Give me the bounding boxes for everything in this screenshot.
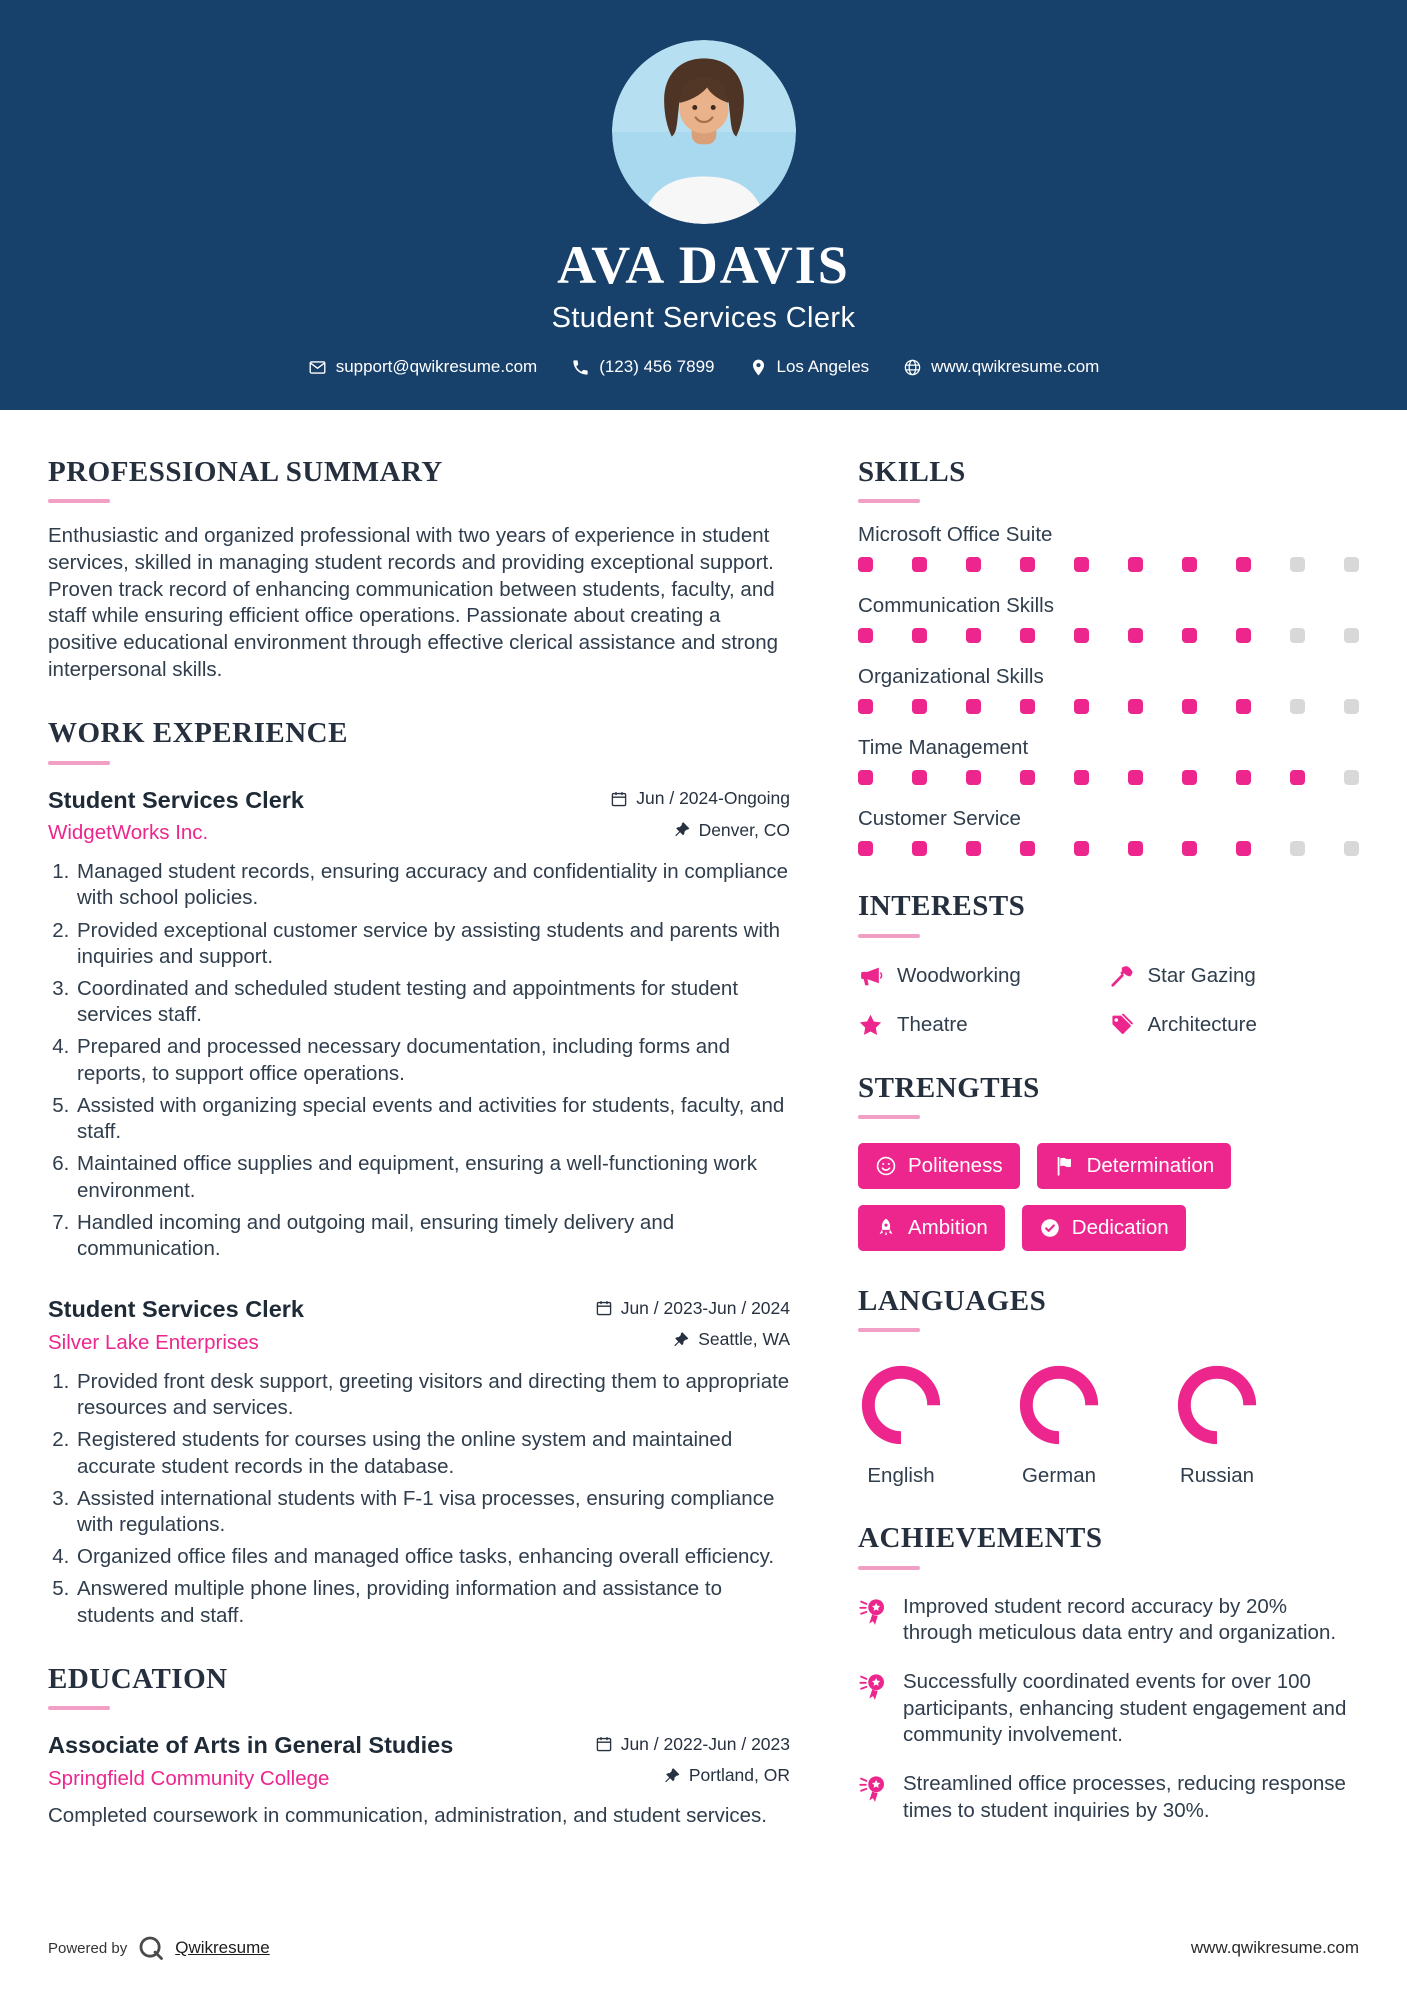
job-date (610, 788, 790, 809)
skill-dot-empty (1344, 628, 1359, 643)
heading-rule (48, 761, 110, 765)
strength-label: Determination (1086, 1154, 1215, 1178)
skill-dot-filled (1182, 557, 1197, 572)
job-title: Student Services Clerk (48, 786, 304, 813)
skill-dot-filled (1182, 628, 1197, 643)
skill-dot-filled (966, 628, 981, 643)
strength-badge (1022, 1205, 1186, 1251)
skill-name: Organizational Skills (858, 665, 1044, 689)
education-entry (48, 1732, 790, 1829)
axe-icon (1109, 964, 1134, 989)
skill-dot-filled (966, 557, 981, 572)
job-title: Student Services Clerk (48, 1296, 304, 1323)
interest-item (1109, 1013, 1360, 1038)
job-bullet: 1. Managed student records, ensuring accuracy and confidentiality in compliance with school policies. (75, 859, 790, 911)
skill-dot-filled (1236, 699, 1251, 714)
footer-website: www.qwikresume.com (1190, 1938, 1359, 1957)
job-company: WidgetWorks Inc. (48, 821, 209, 845)
interest-item (858, 1013, 1109, 1038)
skill-dot-empty (1344, 770, 1359, 785)
header (0, 0, 1407, 410)
skill-name: Communication Skills (858, 594, 1054, 618)
skill-dot-filled (1290, 770, 1305, 785)
contact-text: support@qwikresume.com (335, 357, 538, 377)
strength-label: Dedication (1071, 1216, 1169, 1240)
skill-dot-filled (858, 699, 873, 714)
skill-dot-filled (1236, 628, 1251, 643)
achievement-text: Improved student record accuracy by 20% through meticulous data entry and organization. (903, 1594, 1337, 1645)
job-bullet: 4. Organized office files and managed office tasks, enhancing overall efficiency. (75, 1544, 790, 1570)
rocket-icon (875, 1217, 897, 1239)
skill-dot-filled (1074, 557, 1089, 572)
education-date-text: Jun / 2022-Jun / 2023 (620, 1733, 790, 1754)
language-gauge (1016, 1362, 1102, 1448)
candidate-name: AVA DAVIS (557, 235, 850, 295)
section-summary (48, 456, 790, 683)
phone-icon (571, 358, 590, 377)
footer (48, 1934, 1359, 1962)
skill-level (858, 841, 1359, 856)
skill-dot-filled (1074, 841, 1089, 856)
section-education (48, 1663, 790, 1829)
skill-dot-filled (1128, 841, 1143, 856)
skill-dot-empty (1344, 699, 1359, 714)
skill-dot-filled (966, 699, 981, 714)
strength-label: Politeness (908, 1154, 1003, 1178)
heading-rule (858, 1566, 920, 1570)
heading-rule (858, 499, 920, 503)
skill-dot-filled (1182, 699, 1197, 714)
pushpin-icon (672, 1331, 690, 1349)
achievement-item (858, 1771, 1359, 1824)
job-entry (48, 1296, 790, 1629)
skill-dot-filled (1128, 557, 1143, 572)
skill-dot-filled (1182, 770, 1197, 785)
skill-dot-filled (966, 841, 981, 856)
language-label: English (867, 1464, 935, 1488)
heading-rule (858, 1115, 920, 1119)
award-icon (858, 1773, 888, 1803)
envelope-icon (308, 358, 327, 377)
job-bullet: 5. Assisted with organizing special events and activities for students, faculty, and staff. (75, 1093, 790, 1145)
skill-list (858, 523, 1359, 856)
summary-text: Enthusiastic and organized professional with two years of experience in student services, skilled in managing student records and providing exceptional support. Proven track record of enhancing communication between students, faculty, and staff while ensuring efficient office operations. Passionate about creating a positive educational environment through effective clerical assistance and strong interpersonal skills. (48, 524, 779, 681)
powered-by (48, 1934, 270, 1962)
achievement-text: Successfully coordinated events for over 100 participants, enhancing student engagement and community involvement. (903, 1670, 1347, 1747)
skill-dot-empty (1290, 699, 1305, 714)
skill-name: Customer Service (858, 807, 1021, 831)
job-date-text: Jun / 2023-Jun / 2024 (620, 1297, 790, 1318)
job-bullet: 7. Handled incoming and outgoing mail, ensuring timely delivery and communication. (75, 1210, 790, 1262)
skill-dot-filled (1020, 557, 1035, 572)
education-heading: EDUCATION (48, 1662, 228, 1695)
contact-text: Los Angeles (776, 357, 870, 377)
interest-item (1109, 964, 1360, 989)
profile-photo-image (612, 40, 796, 224)
languages-heading: LANGUAGES (858, 1285, 1047, 1318)
language-item (1174, 1362, 1260, 1488)
interest-item (858, 964, 1109, 989)
skill-row (858, 807, 1359, 856)
skill-dot-filled (1182, 841, 1197, 856)
achievements-heading: ACHIEVEMENTS (858, 1522, 1103, 1555)
job-entry (48, 787, 790, 1263)
interests-heading: INTERESTS (858, 890, 1026, 923)
section-experience (48, 717, 790, 1629)
contact-text: (123) 456 7899 (599, 357, 715, 377)
powered-by-label: Powered by (48, 1939, 128, 1957)
skill-dot-filled (912, 557, 927, 572)
job-bullet: 1. Provided front desk support, greeting visitors and directing them to appropriate resources and services. (75, 1369, 790, 1421)
pushpin-icon (663, 1767, 681, 1785)
skill-dot-filled (1128, 770, 1143, 785)
job-date (595, 1298, 790, 1319)
skill-dot-filled (1074, 770, 1089, 785)
section-achievements (858, 1522, 1359, 1824)
language-gauge (1174, 1362, 1260, 1448)
contact-envelope[interactable] (308, 357, 538, 377)
tags-icon (1109, 1013, 1134, 1038)
interest-label: Woodworking (897, 964, 1021, 988)
star-icon (858, 1013, 883, 1038)
skill-level (858, 699, 1359, 714)
strength-badge (1037, 1143, 1232, 1189)
skill-row (858, 594, 1359, 643)
strengths-heading: STRENGTHS (858, 1071, 1040, 1104)
skill-dot-filled (1128, 628, 1143, 643)
interest-label: Star Gazing (1147, 964, 1256, 988)
skill-dot-empty (1290, 628, 1305, 643)
language-list (858, 1362, 1359, 1488)
left-column (48, 456, 790, 1863)
achievement-item (858, 1594, 1359, 1647)
flag-icon (1054, 1155, 1076, 1177)
skill-row (858, 665, 1359, 714)
section-strengths (858, 1072, 1359, 1251)
skill-dot-filled (912, 770, 927, 785)
section-skills (858, 456, 1359, 856)
skill-dot-empty (1290, 841, 1305, 856)
job-bullet: 5. Answered multiple phone lines, providing information and assistance to students and staff. (75, 1576, 790, 1628)
job-bullet: 2. Provided exceptional customer service by assisting students and parents with inquiries and support. (75, 918, 790, 970)
job-bullets (48, 859, 790, 1262)
skills-heading: SKILLS (858, 456, 966, 488)
award-icon (858, 1671, 888, 1701)
job-bullet: 6. Maintained office supplies and equipment, ensuring a well-functioning work environment. (75, 1151, 790, 1203)
job-bullets (48, 1369, 790, 1629)
contact-globe[interactable] (903, 357, 1099, 377)
language-item (1016, 1362, 1102, 1488)
skill-dot-filled (858, 770, 873, 785)
strength-badge (858, 1143, 1020, 1189)
profile-photo (612, 40, 796, 224)
skill-dot-filled (1128, 699, 1143, 714)
education-date (595, 1734, 790, 1755)
resume-body (0, 410, 1407, 1863)
skill-dot-filled (858, 841, 873, 856)
skill-dot-filled (1020, 841, 1035, 856)
skill-dot-filled (858, 557, 873, 572)
skill-dot-filled (1074, 699, 1089, 714)
experience-heading: WORK EXPERIENCE (48, 717, 348, 750)
achievement-list (858, 1594, 1359, 1824)
skill-dot-filled (912, 699, 927, 714)
section-interests (858, 890, 1359, 1037)
strength-list (858, 1143, 1359, 1251)
summary-heading: PROFESSIONAL SUMMARY (48, 456, 443, 488)
language-item (858, 1362, 944, 1488)
job-list (48, 787, 790, 1629)
job-date-text: Jun / 2024-Ongoing (636, 788, 790, 809)
achievement-item (858, 1669, 1359, 1749)
skill-row (858, 736, 1359, 785)
language-label: Russian (1179, 1464, 1255, 1488)
skill-row (858, 523, 1359, 572)
skill-dot-filled (966, 770, 981, 785)
strength-label: Ambition (908, 1216, 988, 1240)
language-gauge (858, 1362, 944, 1448)
calendar-icon (595, 1735, 613, 1753)
check-circle-icon (1039, 1217, 1061, 1239)
globe-icon (903, 358, 922, 377)
heading-rule (858, 934, 920, 938)
education-degree: Associate of Arts in General Studies (48, 1732, 454, 1759)
interest-list (858, 964, 1359, 1038)
skill-dot-filled (1236, 770, 1251, 785)
job-location (672, 1329, 790, 1350)
language-label: German (1021, 1464, 1097, 1488)
contact-text: www.qwikresume.com (931, 357, 1100, 377)
skill-dot-filled (1236, 557, 1251, 572)
skill-level (858, 770, 1359, 785)
education-location (663, 1765, 790, 1786)
job-bullet: 2. Registered students for courses using the online system and maintained accurate student records in the database. (75, 1427, 790, 1479)
skill-dot-empty (1344, 557, 1359, 572)
contact-phone[interactable] (571, 357, 714, 377)
skill-dot-empty (1344, 841, 1359, 856)
pushpin-icon (673, 821, 691, 839)
heading-rule (858, 1328, 920, 1332)
skill-dot-filled (1020, 628, 1035, 643)
skill-dot-filled (1020, 699, 1035, 714)
job-bullet: 4. Prepared and processed necessary documentation, including forms and reports, to support office operations. (75, 1034, 790, 1086)
right-column (858, 456, 1359, 1863)
skill-dot-filled (1074, 628, 1089, 643)
job-company: Silver Lake Enterprises (48, 1330, 259, 1354)
qwikresume-logo-icon (137, 1934, 165, 1962)
job-location (673, 820, 790, 841)
skill-level (858, 557, 1359, 572)
heading-rule (48, 499, 110, 503)
skill-dot-filled (858, 628, 873, 643)
calendar-icon (595, 1299, 613, 1317)
job-location-text: Denver, CO (698, 819, 790, 840)
job-bullet: 3. Assisted international students with F-1 visa processes, ensuring compliance with regulations. (75, 1486, 790, 1538)
skill-dot-filled (912, 841, 927, 856)
contact-map-pin (749, 357, 870, 377)
interest-label: Theatre (897, 1013, 968, 1037)
candidate-title: Student Services Clerk (551, 302, 856, 335)
qwikresume-link[interactable]: Qwikresume (175, 1938, 270, 1957)
megaphone-icon (858, 964, 883, 989)
skill-dot-empty (1290, 557, 1305, 572)
education-school: Springfield Community College (48, 1766, 330, 1790)
section-languages (858, 1285, 1359, 1488)
contact-bar (308, 357, 1100, 377)
heading-rule (48, 1706, 110, 1710)
education-location-text: Portland, OR (688, 1765, 790, 1786)
job-bullet: 3. Coordinated and scheduled student testing and appointments for student services staff. (75, 976, 790, 1028)
skill-level (858, 628, 1359, 643)
achievement-text: Streamlined office processes, reducing response times to student inquiries by 30%. (903, 1771, 1346, 1822)
interest-label: Architecture (1147, 1013, 1257, 1037)
job-location-text: Seattle, WA (698, 1329, 790, 1350)
skill-dot-filled (1020, 770, 1035, 785)
award-icon (858, 1596, 888, 1626)
skill-dot-filled (912, 628, 927, 643)
calendar-icon (610, 790, 628, 808)
smiley-icon (875, 1155, 897, 1177)
skill-dot-filled (1236, 841, 1251, 856)
education-description: Completed coursework in communication, administration, and student services. (48, 1803, 767, 1827)
skill-name: Microsoft Office Suite (858, 523, 1053, 547)
skill-name: Time Management (858, 736, 1029, 760)
strength-badge (858, 1205, 1005, 1251)
map-pin-icon (749, 358, 768, 377)
